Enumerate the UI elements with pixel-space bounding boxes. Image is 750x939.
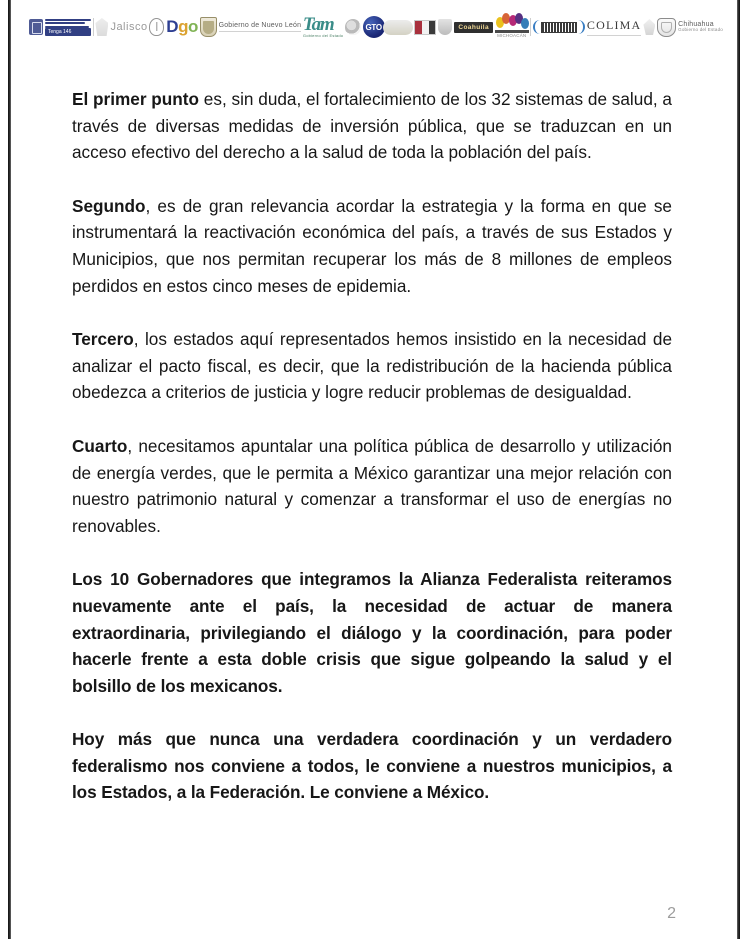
paragraph-text: Hoy más que nunca una verdadera coordinación y un verdadero federalismo nos conviene a todos, le conviene a nuestros municipios, a los Estados, a la Federación. Le conviene a México. (72, 729, 672, 803)
logo-aguascalientes-chip: Tenga 146 (45, 28, 91, 36)
aguascalientes-bars-icon (45, 19, 91, 28)
page-number: 2 (667, 905, 676, 922)
michoacan-dots-icon (496, 13, 528, 29)
logo-rule (587, 35, 642, 36)
paragraph-tercero (72, 326, 672, 406)
paragraph-lead: Tercero (72, 329, 134, 350)
state-logos-banner (11, 6, 737, 48)
logo-coahuila-label: Coahuila (454, 22, 493, 33)
logo-divider (530, 18, 531, 36)
logo-chihuahua-sub: Gobierno del Estado (678, 27, 723, 33)
page-margin-right (740, 0, 750, 939)
paragraph-primer-punto (72, 86, 672, 166)
logo-michoacan (495, 13, 529, 41)
logo-michoacan-label: MICHOACÁN (497, 33, 527, 38)
jalisco-crest-icon (95, 18, 108, 36)
logo-divider (93, 18, 94, 36)
paragraph-text: es, sin duda, el fortalecimiento de los 32 sistemas de salud, a través de diversas medidas de inversión pública, que se traduzcan en un acceso efectivo del derecho a la salud de toda la población del país. (72, 89, 672, 163)
page-edge-right (737, 0, 740, 939)
paragraph-text: Los 10 Gobernadores que integramos la Alianza Federalista reiteramos nuevamente ante el país, la necesidad de actuar de manera extraordinaria, privilegiando el diálogo y la coordinación, para poder hacerle frente a esta doble crisis que sigue golpeando la salud y el bolsillo de los mexicanos. (72, 569, 672, 696)
logo-nuevo-leon (200, 13, 302, 41)
logo-guanajuato (363, 13, 413, 41)
document-body (72, 86, 672, 806)
chihuahua-shield-icon (657, 18, 676, 37)
sound-wave-left-icon (533, 20, 540, 34)
paragraph-lead: Cuarto (72, 435, 128, 456)
logo-aguascalientes (29, 13, 91, 41)
coahuila-flag-icon (414, 20, 436, 35)
page-edge-left (8, 0, 11, 939)
logo-baja-california (533, 13, 585, 41)
logo-morelos (345, 13, 361, 41)
paragraph-segundo (72, 193, 672, 299)
paragraph-cuarto (72, 433, 672, 539)
paragraph-federalismo (72, 726, 672, 806)
morelos-eagle-icon (345, 19, 361, 35)
baja-california-mark-icon (541, 22, 577, 33)
logo-colima (587, 13, 656, 41)
nuevo-leon-shield-icon (200, 17, 217, 37)
paragraph-text: , necesitamos apuntalar una política pública de desarrollo y utilización de energía verdes, que le permita a México garantizar una mejor relación con nuestro patrimonio natural y comenzar a transformar el uso de energías no renovables. (72, 435, 672, 536)
logo-tamaulipas-sub: Gobierno del Estado (302, 33, 344, 39)
paragraph-text: , los estados aquí representados hemos insistido en la necesidad de analizar el pacto fiscal, es decir, que la redistribución de la hacienda pública obedezca a criterios de justicia y logre reducir problemas de desigualdad. (72, 329, 672, 403)
logo-durango-label: Dgo (166, 17, 198, 36)
paragraph-text: , es de gran relevancia acordar la estrategia y la forma en que se instrumentará la reactivación económica del país, a través de sus Estados y Municipios, que nos permitan recuperar los más de 8 millones de empleos perdidos en estos cinco meses de epidemia. (72, 195, 672, 296)
logo-jalisco (95, 13, 147, 41)
logo-jalisco-label: Jalisco (110, 21, 148, 33)
paragraph-gobernadores (72, 566, 672, 699)
logo-colima-label: COLIMA (586, 18, 642, 32)
logo-guanajuato-label: GTO (363, 16, 385, 38)
logo-tamaulipas-label: Tam (302, 13, 334, 35)
colima-crest-icon (643, 19, 655, 35)
logo-nuevo-leon-label: Gobierno de Nuevo León (218, 21, 302, 29)
logo-chihuahua (657, 13, 723, 41)
logo-durango (149, 13, 198, 41)
page-margin-left (0, 0, 8, 939)
sound-wave-right-icon (578, 20, 585, 34)
logo-tamaulipas (303, 13, 343, 41)
logo-coahuila (414, 13, 493, 41)
paragraph-lead: El primer punto (72, 89, 200, 109)
durango-crest-icon (149, 18, 164, 36)
guanajuato-pill-icon (383, 20, 413, 35)
coahuila-shield-icon (438, 19, 452, 35)
logo-rule (219, 31, 302, 32)
aguascalientes-crest-icon (29, 19, 43, 35)
logo-chihuahua-label: Chihuahua (678, 20, 714, 28)
paragraph-lead: Segundo (72, 195, 146, 216)
